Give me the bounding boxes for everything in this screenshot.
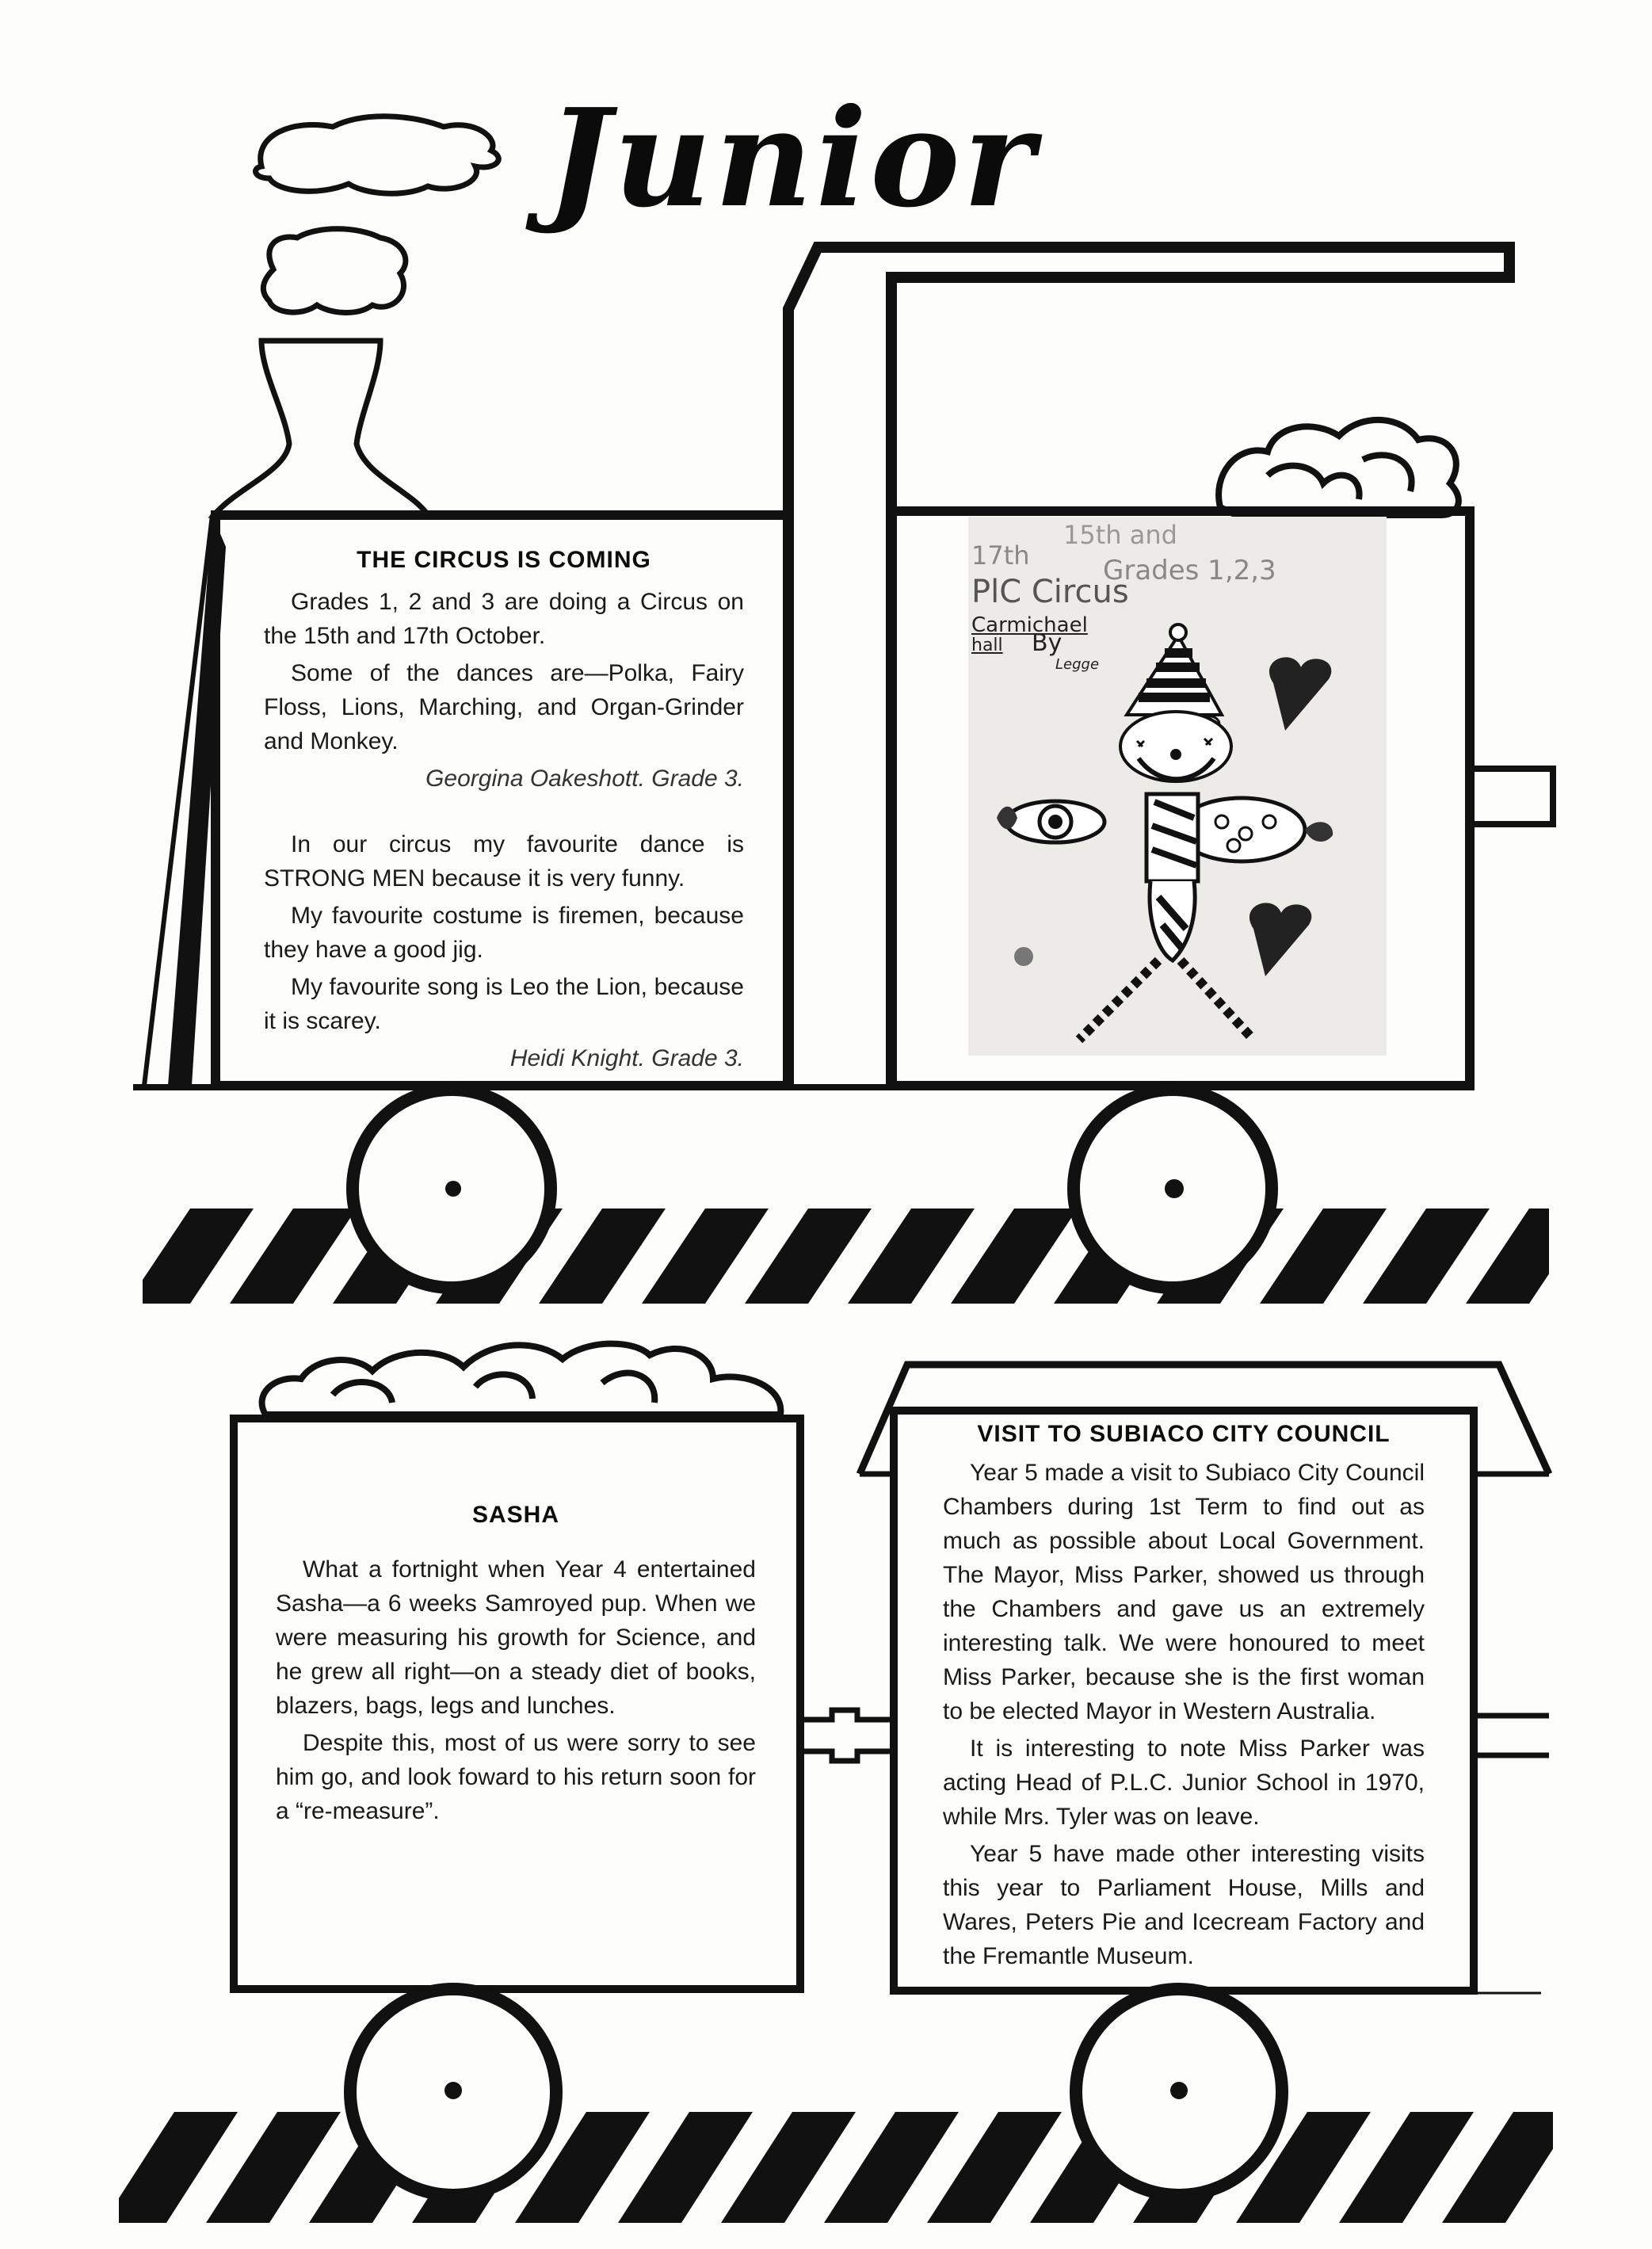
article-paragraph: Year 5 made a visit to Subiaco City Council Chambers during 1st Term to find out as much as possible about Local Government. The Mayor, Miss Parker, showed us through the Chambers and gave us an extremely interesting talk. We were honoured to meet Miss Parker, because she is the first woman to be elected Mayor in Western Australia. — [943, 1460, 1425, 1724]
article-signature: Georgina Oakeshott. Grade 3. — [425, 766, 744, 792]
drawing-text: Legge — [1055, 656, 1100, 673]
article-paragraph: Despite this, most of us were sorry to see him go, and look foward to his return soon for a “re-measure”. — [276, 1730, 756, 1824]
clown-figure — [968, 517, 1387, 1056]
drawing-text: PlC Circus — [971, 574, 1129, 610]
article-paragraph: It is interesting to note Miss Parker was acting Head of P.L.C. Junior School in 1970, while Mrs. Tyler was on leave. — [943, 1735, 1425, 1830]
drawing-text: Grades 1,2,3 — [1103, 555, 1276, 586]
article-signature: Heidi Knight. Grade 3. — [509, 1045, 744, 1071]
coal-bottom — [262, 1344, 781, 1415]
drawing-text: 17th — [971, 540, 1030, 571]
article-visit — [943, 1417, 1425, 1973]
article-sasha — [276, 1498, 756, 1828]
smoke-cloud-small — [263, 229, 406, 313]
article-paragraph: Grades 1, 2 and 3 are doing a Circus on the 15th and 17th October. — [264, 589, 744, 649]
article-paragraph: My favourite song is Leo the Lion, because it is scarey. — [264, 974, 744, 1034]
article-heading: SASHA — [471, 1502, 559, 1528]
article-paragraph: My favourite costume is firemen, because they have a good jig. — [264, 903, 744, 963]
article-paragraph: In our circus my favourite dance is STRONG MEN because it is very funny. — [264, 831, 744, 892]
article-heading: VISIT TO SUBIACO CITY COUNCIL — [977, 1421, 1391, 1447]
clown-drawing — [968, 517, 1387, 1056]
drawing-text: 15th and — [1063, 520, 1177, 550]
smoke-cloud-large — [256, 116, 499, 193]
article-paragraph: What a fortnight when Year 4 entertained Sasha—a 6 weeks Samroyed pup. When we were measuring his growth for Science, and he grew all right—on a steady diet of books, blazers, bags, legs and lunches. — [276, 1556, 756, 1719]
drawing-text: Carmichael — [971, 613, 1088, 637]
article-paragraph: Some of the dances are—Polka, Fairy Floss, Lions, Marching, and Organ-Grinder and Monkey. — [264, 660, 744, 754]
article-heading: THE CIRCUS IS COMING — [357, 547, 651, 573]
chimney — [214, 341, 428, 515]
coal-top — [1219, 420, 1459, 515]
coupling — [800, 1710, 894, 1761]
drawing-text: hall — [971, 636, 1003, 655]
page-title: Junior — [547, 79, 1038, 238]
article-circus — [264, 543, 744, 1075]
drawing-text: By — [1032, 629, 1063, 657]
article-paragraph: Year 5 have made other interesting visits this year to Parliament House, Mills and Wares, Peters Pie and Icecream Factory and the Fremantle Museum. — [943, 1841, 1425, 1969]
